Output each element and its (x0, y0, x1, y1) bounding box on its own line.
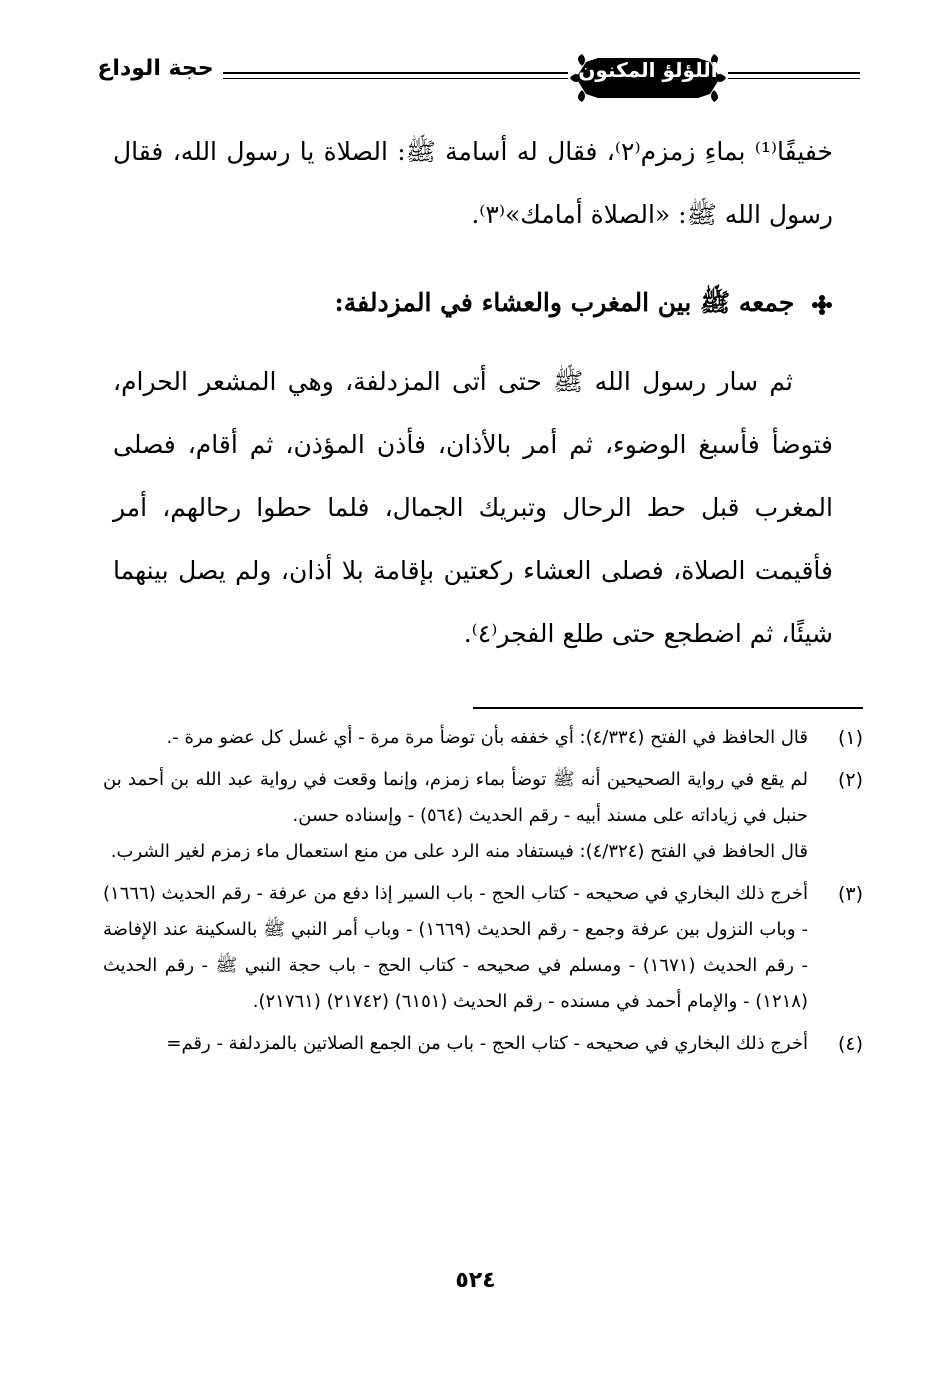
footnote (103, 876, 863, 1020)
footnote-number: (٢) (837, 769, 863, 791)
page-header (88, 52, 860, 110)
footnote-number: (٤) (837, 1033, 863, 1055)
section-heading (113, 283, 833, 323)
page-number: ٥٢٤ (455, 1268, 496, 1293)
header-rule-right (728, 72, 860, 74)
footnote-number: (٣) (837, 883, 863, 905)
header-rule-left-thin (223, 78, 568, 79)
footnote (103, 720, 863, 756)
header-rule-right-thin (728, 78, 860, 79)
paragraph-1: خفيفًا⁽¹⁾ بماءِ زمزم⁽٢⁾، فقال له أسامة ﷺ: الصلاة يا رسول الله، فقال رسول الله ﷺ: «الصلاة أمامك»⁽٣⁾. (113, 137, 833, 229)
footnote-text: لم يقع في رواية الصحيحين أنه ﷺ توضأ بماء زمزم، وإنما وقعت في رواية عبد الله بن أحمد بن حنبل في زياداته على مسند أبيه - رقم الحديث (٥٦٤) - وإسناده حسن. (103, 769, 808, 826)
section-title: حجة الوداع (97, 56, 214, 81)
footnote-text-continued: قال الحافظ في الفتح (٤/٣٢٤): فيستفاد منه الرد على من منع استعمال ماء زمزم لغير الشرب. (110, 841, 808, 862)
footnote-text: قال الحافظ في الفتح (٤/٣٣٤): أي خففه بأن توضأ مرة مرة - أي غسل كل عضو مرة -. (166, 727, 808, 748)
footnote (103, 1026, 863, 1062)
footnote-body (103, 762, 808, 870)
book-title-frame (568, 52, 728, 104)
footnotes (103, 720, 863, 1068)
footnote-number: (١) (837, 727, 863, 749)
header-rule-left (223, 72, 568, 74)
footnote-separator (473, 707, 863, 709)
footnote-text: أخرج ذلك البخاري في صحيحه - كتاب الحج - باب السير إذا دفع من عرفة - رقم الحديث (١٦٦٦) - وباب النزول بين عرفة وجمع - رقم الحديث (١٦٦٩) - وباب أمر النبي ﷺ بالسكينة عند الإفاضة - رقم الحديث (١٦٧١) - ومسلم في صحيحه - كتاب الحج - باب حجة النبي ﷺ - رقم الحديث (١٢١٨) - والإمام أحمد في مسنده - رقم الحديث (٦١٥١) (٢١٧٤٢) (٢١٧٦١). (103, 883, 808, 1012)
paragraph-2: ثم سار رسول الله ﷺ حتى أتى المزدلفة، وهي المشعر الحرام، فتوضأ فأسبغ الوضوء، ثم أمر بالأذان، فأذن المؤذن، ثم أقام، فصلى المغرب قبل حط الرحال وتبريك الجمال، فلما حطوا رحالهم، أمر فأقيمت الصلاة، فصلى العشاء ركعتين بإقامة بلا أذان، ولم يصل بينهما شيئًا، ثم اضطجع حتى طلع الفجر⁽٤⁾. (113, 367, 833, 648)
footnote-text: أخرج ذلك البخاري في صحيحه - كتاب الحج - باب من الجمع الصلاتين بالمزدلفة - رقم= (166, 1033, 808, 1054)
section-heading-text: جمعه ﷺ بين المغرب والعشاء في المزدلفة: (334, 288, 795, 317)
footnote (103, 762, 863, 870)
book-title: اللؤلؤ المكنون (578, 58, 718, 82)
flower-ornament-icon (811, 294, 833, 316)
